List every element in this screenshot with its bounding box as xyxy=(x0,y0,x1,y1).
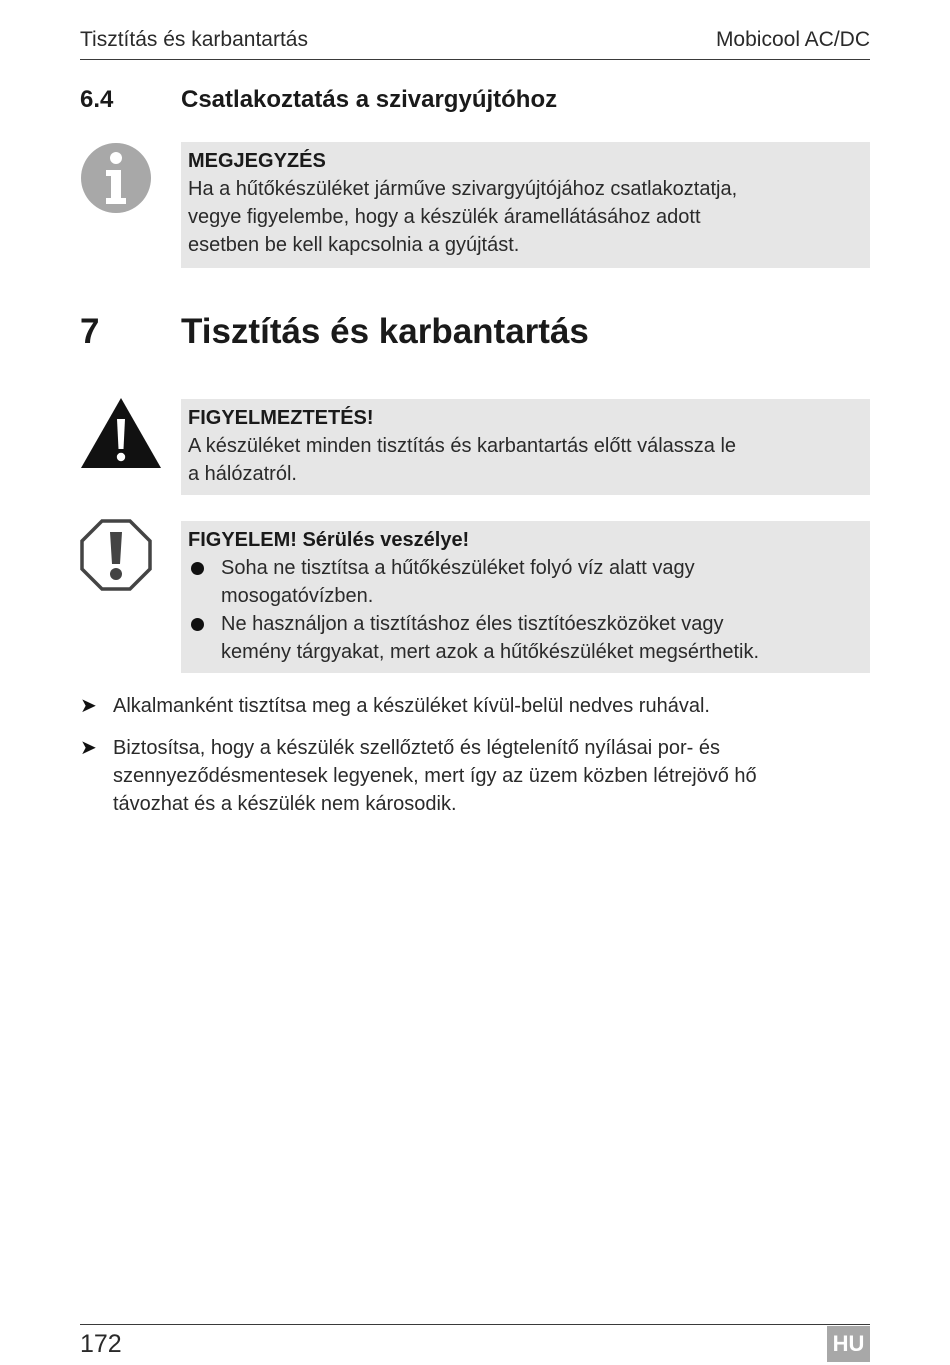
note-line: Ha a hűtőkészüléket járműve szivargyújtójához csatlakoztatja, xyxy=(188,178,738,200)
instruction-step xyxy=(80,734,870,818)
language-badge: HU xyxy=(827,1326,870,1362)
warning-line: A készüléket minden tisztítás és karbantartás előtt válassza le xyxy=(188,435,737,457)
caution-box xyxy=(181,521,870,673)
bullet-line: mosogatóvízben. xyxy=(221,585,374,607)
note-line: esetben be kell kapcsolnia a gyújtást. xyxy=(188,234,520,256)
bullet-line: Soha ne tisztítsa a hűtőkészüléket folyó víz alatt vagy xyxy=(221,557,695,579)
arrow-right-icon: ➤ xyxy=(80,737,97,759)
bullet-dot-icon xyxy=(191,562,204,575)
caution-bullet xyxy=(188,610,863,666)
note-label: MEGJEGYZÉS xyxy=(188,150,326,172)
instruction-step xyxy=(80,692,870,720)
caution-label: FIGYELEM! Sérülés veszélye! xyxy=(188,529,470,551)
running-header-title: Tisztítás és karbantartás xyxy=(80,28,308,51)
chapter-number: 7 xyxy=(80,312,100,351)
caution-octagon-icon xyxy=(80,519,152,591)
bullet-line: Ne használjon a tisztításhoz éles tisztítóeszközöket vagy xyxy=(221,613,724,635)
bullet-dot-icon xyxy=(191,618,204,631)
note-box xyxy=(181,142,870,268)
warning-box xyxy=(181,399,870,495)
bullet-line: kemény tárgyakat, mert azok a hűtőkészüléket megsérthetik. xyxy=(221,641,760,663)
running-header-product: Mobicool AC/DC xyxy=(715,28,870,51)
section-title: Csatlakoztatás a szivargyújtóhoz xyxy=(181,86,558,113)
step-line: Biztosítsa, hogy a készülék szellőztető és légtelenítő nyílásai por- és xyxy=(113,737,720,759)
page-number: 172 xyxy=(80,1330,122,1358)
warning-line: a hálózatról. xyxy=(188,463,297,485)
info-icon xyxy=(80,142,152,214)
caution-bullet xyxy=(188,554,863,610)
step-line: szennyeződésmentesek legyenek, mert így az üzem közben létrejövő hő xyxy=(113,765,757,787)
footer-divider xyxy=(80,1324,870,1325)
section-number: 6.4 xyxy=(80,86,114,113)
header-divider xyxy=(80,59,870,60)
chapter-title: Tisztítás és karbantartás xyxy=(181,312,589,351)
step-line: Alkalmanként tisztítsa meg a készüléket kívül-belül nedves ruhával. xyxy=(113,695,710,717)
arrow-right-icon: ➤ xyxy=(80,695,97,717)
note-line: vegye figyelembe, hogy a készülék áramellátásához adott xyxy=(188,206,701,228)
warning-triangle-icon xyxy=(80,397,162,469)
step-line: távozhat és a készülék nem károsodik. xyxy=(113,793,457,815)
warning-label: FIGYELMEZTETÉS! xyxy=(188,407,374,429)
